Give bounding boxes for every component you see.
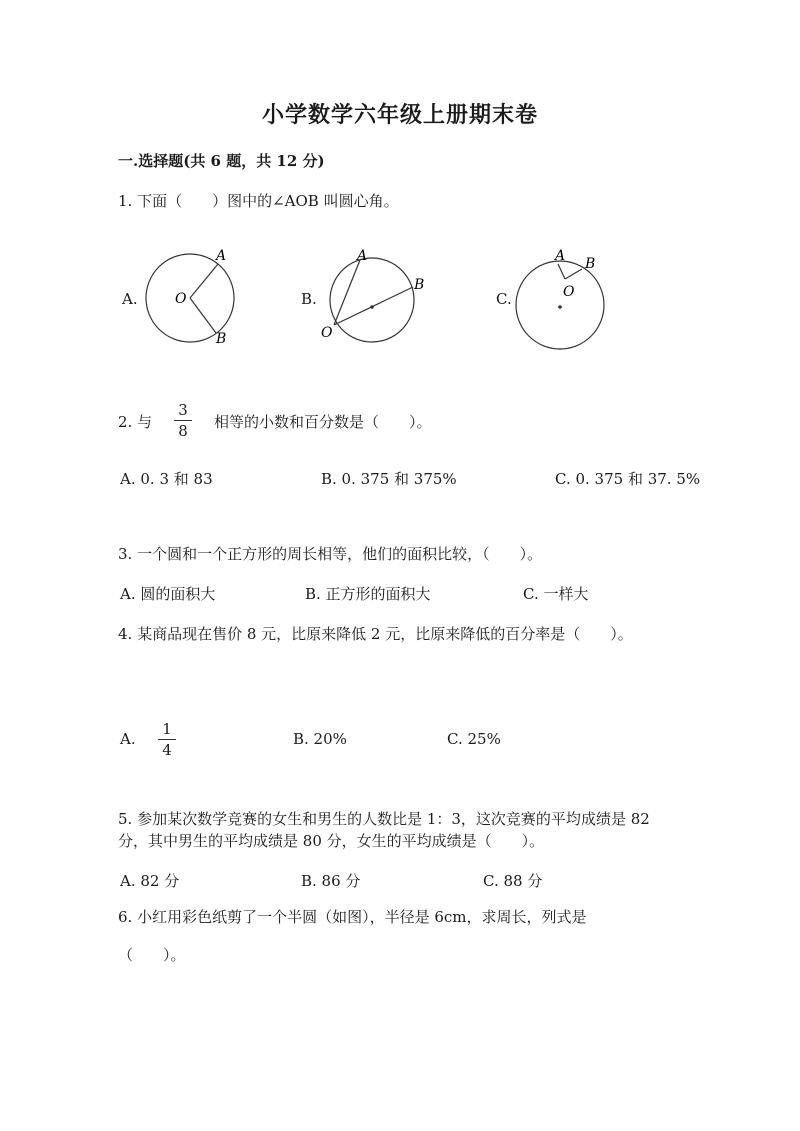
point-label-o: O [321,325,333,341]
question-6-line-2: （ ）。 [118,946,186,964]
question-4: 4. 某商品现在售价 8 元，比原来降低 2 元，比原来降低的百分率是（ ）。 [118,625,633,643]
point-label-a: A [555,248,566,264]
question-3: 3. 一个圆和一个正方形的周长相等，他们的面积比较，（ ）。 [118,545,543,563]
q1-diagram-c [510,245,620,355]
question-2-suffix: 相等的小数和百分数是（ ）。 [214,413,432,431]
q4-fraction-denominator: 4 [162,741,172,759]
question-5-line-1: 5. 参加某次数学竞赛的女生和男生的人数比是 1：3，这次竞赛的平均成绩是 82 [118,810,650,828]
q1-option-b-label: B. [301,290,317,308]
q2-option-c: C. 0. 375 和 37. 5% [555,470,701,488]
q3-option-c: C. 一样大 [523,585,589,603]
circle-c [516,261,604,349]
chord-oa [334,260,360,325]
point-label-a: A [216,248,227,264]
question-6-line-1: 6. 小红用彩色纸剪了一个半圆（如图），半径是 6cm，求周长，列式是 [118,908,587,926]
segment-oa [558,264,565,279]
center-dot [558,305,562,309]
q1-diagram-a [140,245,250,345]
q2-fraction-numerator: 3 [178,401,188,419]
q5-option-c: C. 88 分 [483,872,543,890]
q5-option-b: B. 86 分 [301,872,361,890]
q3-option-a: A. 圆的面积大 [120,585,216,603]
q1-diagram-b [318,245,433,345]
q4-fraction [155,720,179,759]
q3-option-b: B. 正方形的面积大 [305,585,431,603]
question-5-line-2: 分，其中男生的平均成绩是 80 分，女生的平均成绩是（ ）。 [118,832,545,850]
point-label-b: B [585,256,596,272]
q4-option-c: C. 25% [447,730,501,748]
question-2-prefix: 2. 与 [118,413,153,431]
chord-ob [334,287,413,325]
point-label-b: B [216,331,227,345]
q5-option-a: A. 82 分 [120,872,180,890]
q2-option-b: B. 0. 375 和 375% [321,470,457,488]
radius-ob [190,298,216,333]
segment-ob [565,269,582,279]
q2-option-a: A. 0. 3 和 83 [120,470,213,488]
radius-oa [190,264,218,298]
q2-fraction-denominator: 8 [178,422,188,440]
q2-fraction [171,401,195,440]
section-heading: 一.选择题(共 6 题，共 12 分) [118,152,325,170]
q4-option-b: B. 20% [293,730,347,748]
point-label-o: O [563,284,575,300]
q4-fraction-numerator: 1 [162,720,172,738]
page-title: 小学数学六年级上册期末卷 [261,102,538,128]
q4-option-a-label: A. [120,730,136,748]
point-label-o: O [175,291,187,307]
question-1: 1. 下面（ ）图中的∠AOB 叫圆心角。 [118,192,399,210]
q1-option-a-label: A. [122,290,138,308]
point-label-a: A [357,248,368,264]
circle-b [330,258,414,342]
center-dot [370,305,374,309]
q1-option-c-label: C. [496,290,512,308]
point-label-b: B [414,277,425,293]
